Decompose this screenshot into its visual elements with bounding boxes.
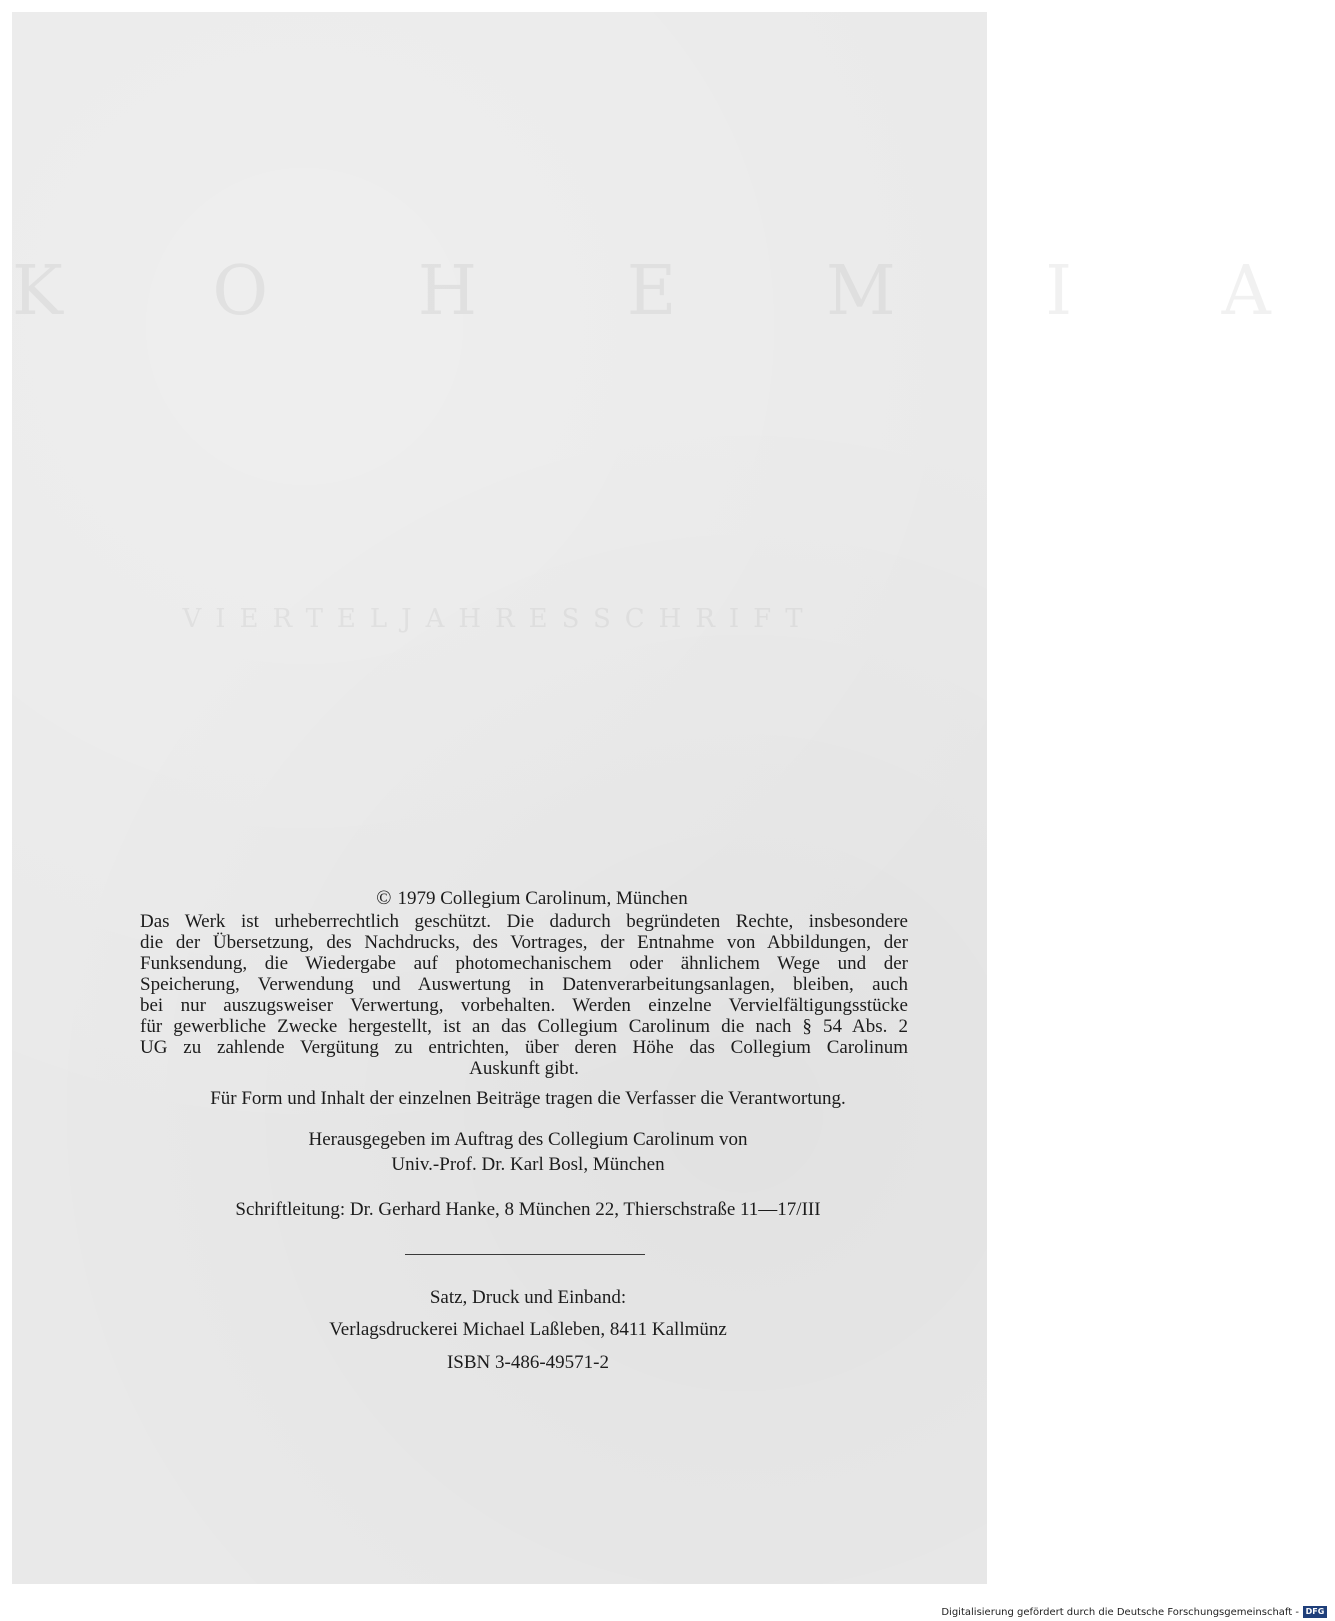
footer-credit: Digitalisierung gefördert durch die Deutsche Forschungsgemeinschaft -	[941, 1607, 1299, 1618]
divider-rule	[405, 1254, 645, 1255]
bleed-through-subtitle: VIERTELJAHRESSCHRIFT	[182, 604, 817, 634]
rights-line: Das Werk ist urheberrechtlich geschützt. Die dadurch begründeten Rechte, insbesondere	[140, 911, 908, 932]
rights-line: Speicherung, Verwendung und Auswertung in Datenverarbeitungsanlagen, bleiben, auch	[140, 974, 908, 995]
rights-line: für gewerbliche Zwecke hergestellt, ist an das Collegium Carolinum die nach § 54 Abs. 2	[140, 1016, 908, 1037]
copyright-line	[12, 888, 1052, 909]
rights-line: UG zu zahlende Vergütung zu entrichten, über deren Höhe das Collegium Carolinum	[140, 1037, 908, 1058]
printing-label: Satz, Druck und Einband:	[429, 1287, 627, 1308]
editor-name: Univ.-Prof. Dr. Karl Bosl, München	[391, 1154, 665, 1175]
rights-line: die der Übersetzung, des Nachdrucks, des Vortrages, der Entnahme von Abbildungen, der	[140, 932, 908, 953]
editor-line: Herausgegeben im Auftrag des Collegium Carolinum von	[308, 1129, 748, 1150]
rights-line: bei nur auszugsweiser Verwertung, vorbehalten. Werden einzelne Vervielfältigungsstücke	[140, 995, 908, 1016]
isbn: ISBN 3-486-49571-2	[446, 1352, 610, 1373]
printer-name: Verlagsdruckerei Michael Laßleben, 8411 Kallmünz	[329, 1319, 727, 1340]
rights-line: Auskunft gibt.	[469, 1058, 579, 1079]
rights-line: Funksendung, die Wiedergabe auf photomechanischem oder ähnlichem Wege und der	[140, 953, 908, 974]
dfg-logo: DFG	[1303, 1606, 1327, 1618]
editorial-office: Schriftleitung: Dr. Gerhard Hanke, 8 München 22, Thierschstraße 11—17/III	[235, 1199, 821, 1220]
document-page	[12, 12, 1335, 1584]
rights-notice	[140, 911, 908, 1079]
responsibility-note: Für Form und Inhalt der einzelnen Beiträge tragen die Verfasser die Verantwortung.	[210, 1088, 846, 1109]
bleed-through-title: K O H E M I A	[12, 252, 1335, 331]
copyright-text: 1979 Collegium Carolinum, München	[397, 888, 688, 909]
copyright-symbol: ©	[376, 887, 392, 909]
